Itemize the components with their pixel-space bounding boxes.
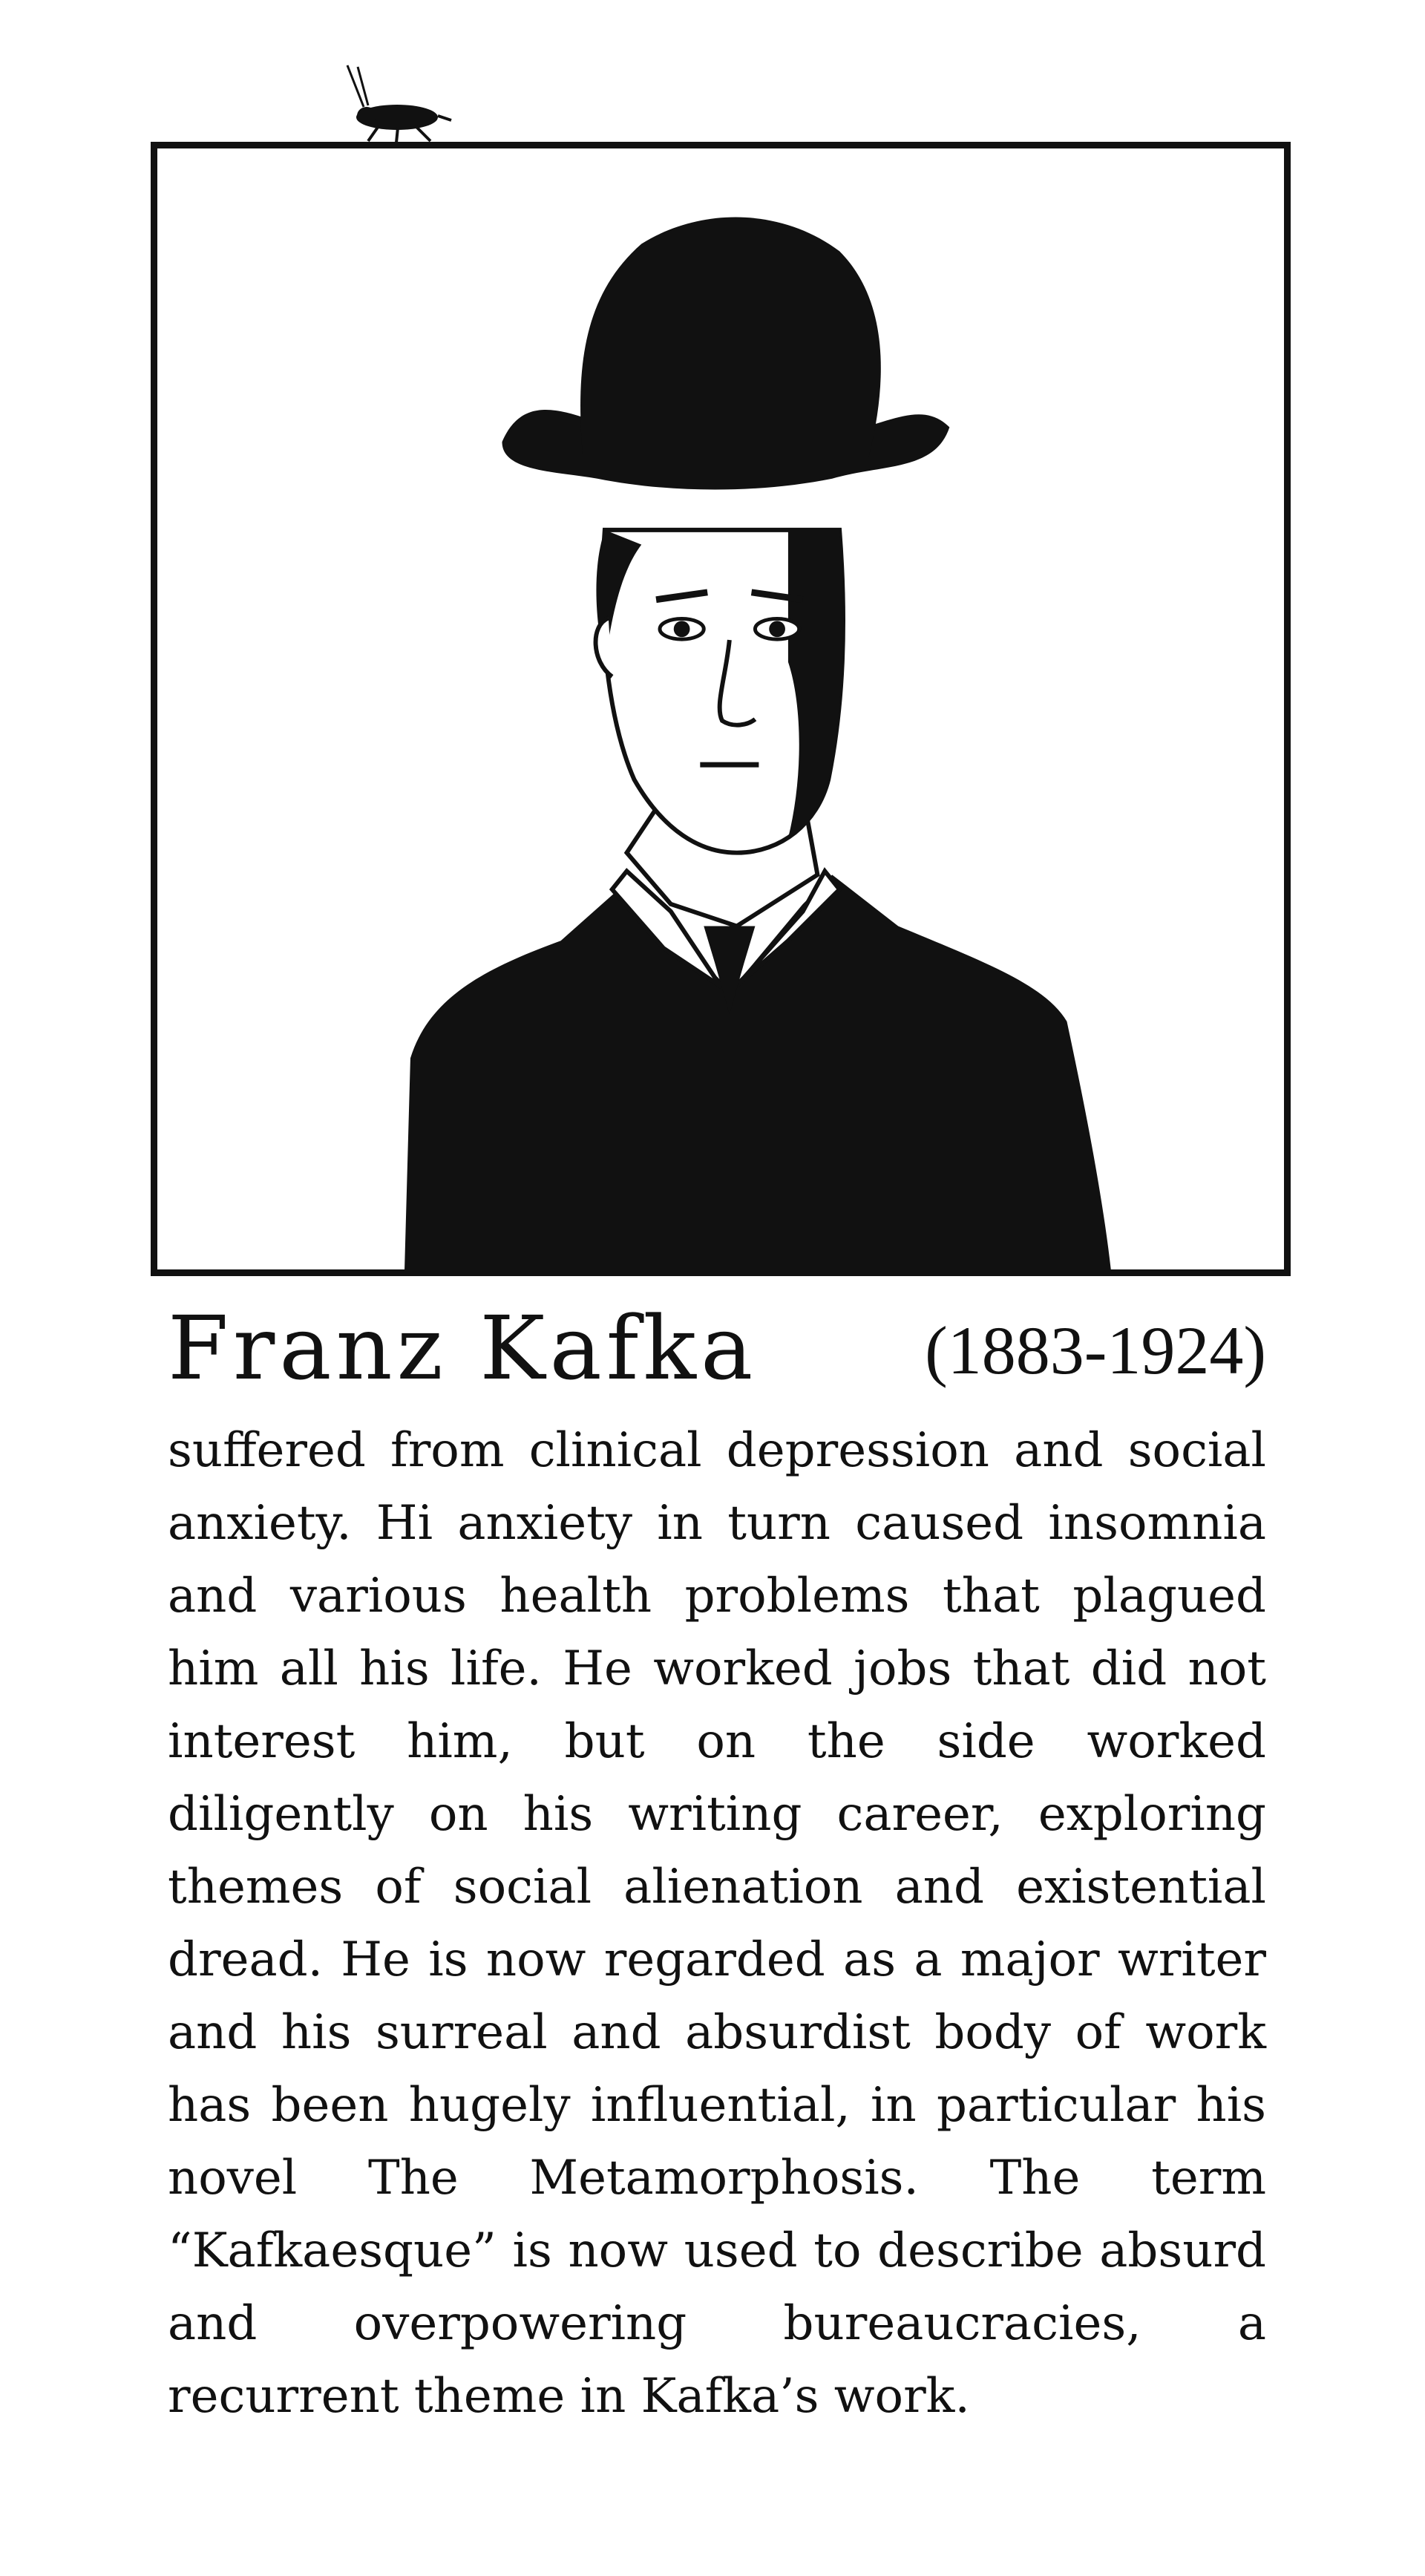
title-row <box>168 1292 1266 1418</box>
portrait-frame <box>151 142 1291 1276</box>
person-name: Franz Kafka <box>168 1297 758 1399</box>
cockroach-icon <box>327 64 453 146</box>
portrait-illustration <box>157 148 1284 1269</box>
biography-text: suffered from clinical depression and social anxiety. Hi anxiety in turn caused insomnia and various health problems that plagued him all his life. He worked jobs that did not interest him, but on the side worked diligently on his writing career, exploring themes of social alienation and existential dread. He is now regarded as a major writer and his surreal and absurdist body of work has been hugely influential, in particular his novel The Metamorphosis. The term “Kafkaesque” is now used to describe absurd and overpowering bureaucracies, a recurrent theme in Kafka’s work. <box>168 1423 1266 2424</box>
life-dates: (1883-1924) <box>925 1312 1266 1388</box>
